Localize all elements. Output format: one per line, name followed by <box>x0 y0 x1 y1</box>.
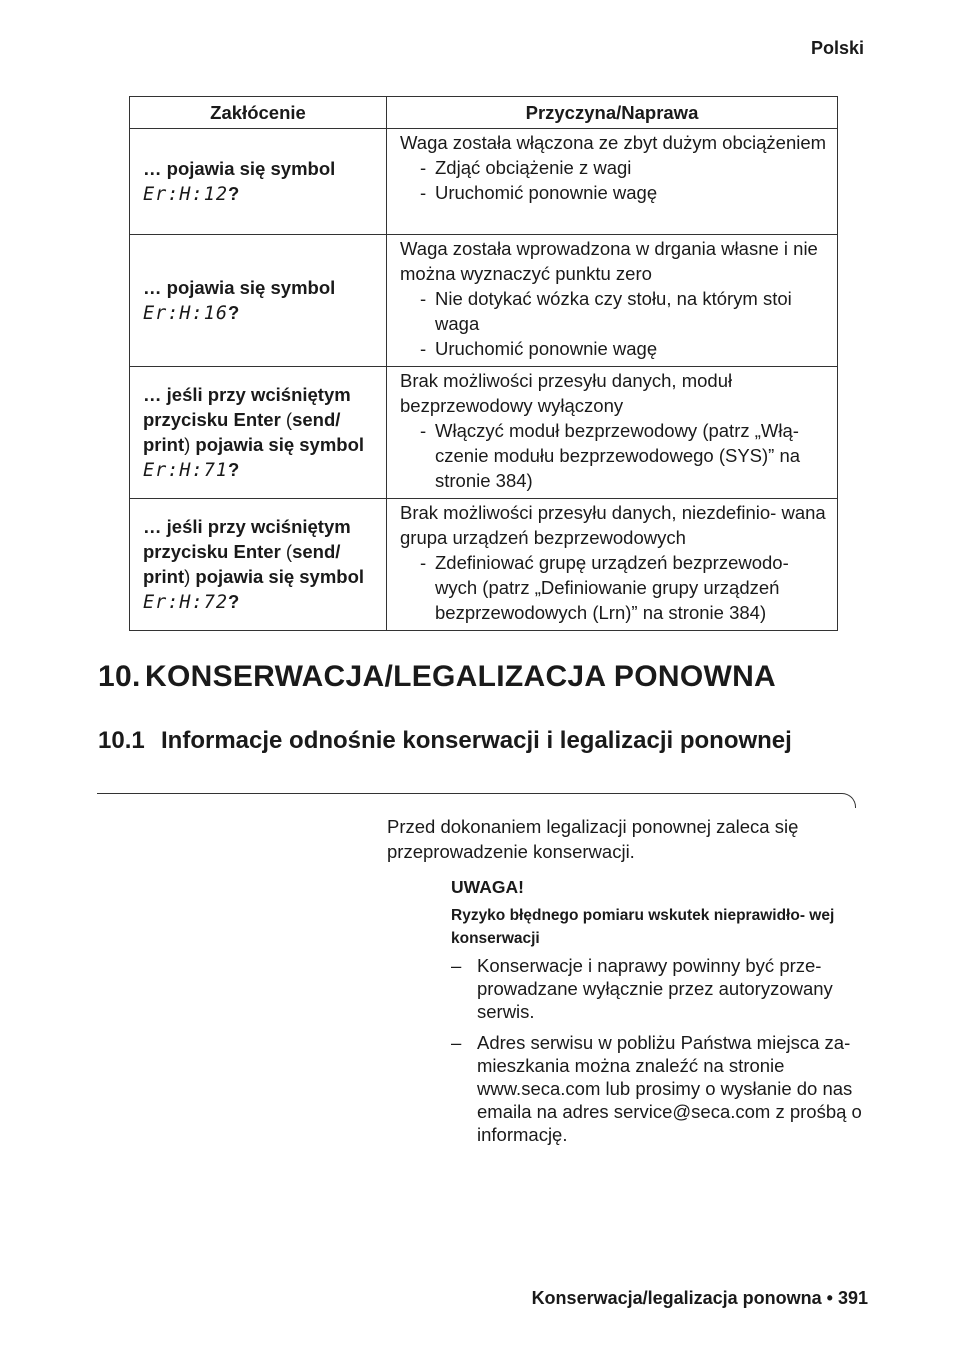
body-paragraph: Przed dokonaniem legalizacji ponownej zaleca się przeprowadzenie konserwacji. <box>387 816 799 862</box>
fault-cell: … jeśli przy wciśniętym przycisku Enter (send/ print) pojawia się symbol Er:H:71? <box>130 367 387 499</box>
error-code: Er:H:16 <box>143 303 228 324</box>
fault-cell: … jeśli przy wciśniętym przycisku Enter (send/ print) pojawia się symbol Er:H:72? <box>130 499 387 631</box>
section-divider <box>97 793 856 808</box>
warning-box <box>451 877 875 1154</box>
fix-cell <box>387 129 838 235</box>
fault-text: pojawia się symbol <box>195 434 365 455</box>
error-code: Er:H:12 <box>143 184 228 205</box>
fix-step: - Zdjąć obciążenie z wagi <box>400 155 829 180</box>
table-header-row <box>130 97 838 129</box>
fix-cause: Waga została włączona ze zbyt dużym obciążeniem <box>400 132 827 153</box>
key-name: send/ print <box>143 409 341 455</box>
table-row <box>130 367 838 499</box>
column-header-fix: Przyczyna/Naprawa <box>387 97 838 129</box>
error-code: Er:H:72 <box>143 592 228 613</box>
fault-text: … pojawia się symbol <box>143 158 336 179</box>
table-row <box>130 499 838 631</box>
chapter-number: 10. <box>98 660 141 693</box>
fix-steps <box>400 550 829 625</box>
fault-text: pojawia się symbol <box>195 566 365 587</box>
fix-step: - Uruchomić ponownie wagę <box>400 336 829 361</box>
chapter-heading <box>98 660 776 694</box>
fault-cell: … pojawia się symbol Er:H:16? <box>130 235 387 367</box>
page-footer: Konserwacja/legalizacja ponowna • 391 <box>531 1288 868 1308</box>
fix-step: - Włączyć moduł bezprzewodowy (patrz „Włą- czenie modułu bezprzewodowego (SYS)” na stronie 384) <box>400 418 829 493</box>
fix-cell <box>387 499 838 631</box>
fix-cell <box>387 235 838 367</box>
list-item: – Konserwacje i naprawy powinny być prze- prowadzane wyłącznie przez autoryzowany serwis. <box>451 954 875 1023</box>
fix-cause: Brak możliwości przesyłu danych, niezdefinio- wana grupa urządzeń bezprzewodowych <box>400 502 826 548</box>
key-name: send/ print <box>143 541 341 587</box>
section-number: 10.1 <box>98 727 145 754</box>
list-item: – Adres serwisu w pobliżu Państwa miejsca za- mieszkania można znaleźć na stronie www.seca.com lub prosimy o wysłanie do nas emaila na adres service@seca.com z prośbą o informację. <box>451 1031 875 1146</box>
fault-text: … jeśli przy wciśniętym przycisku Enter <box>143 384 351 430</box>
language-label: Polski <box>810 38 864 58</box>
fix-steps <box>400 418 829 493</box>
table-row <box>130 235 838 367</box>
column-header-fault: Zakłócenie <box>130 97 387 129</box>
fix-steps <box>400 155 829 205</box>
fault-text: … pojawia się symbol <box>143 277 336 298</box>
chapter-title: KONSERWACJA/LEGALIZACJA PONOWNA <box>145 660 776 693</box>
fault-text: … jeśli przy wciśniętym przycisku Enter <box>143 516 351 562</box>
table-row <box>130 129 838 235</box>
fix-cause: Brak możliwości przesyłu danych, moduł bezprzewodowy wyłączony <box>400 370 733 416</box>
section-heading <box>98 726 818 756</box>
warning-list <box>451 954 875 1146</box>
warning-subtitle: Ryzyko błędnego pomiaru wskutek nieprawidło- wej konserwacji <box>451 907 835 947</box>
fix-steps <box>400 286 829 361</box>
fix-step: - Nie dotykać wózka czy stołu, na którym stoi waga <box>400 286 829 336</box>
warning-title: UWAGA! <box>451 877 524 897</box>
section-title: Informacje odnośnie konserwacji i legalizacji ponownej <box>161 727 792 754</box>
fix-step: - Zdefiniować grupę urządzeń bezprzewodo- wych (patrz „Definiowanie grupy urządzeń bezprzewodowych (Lrn)” na stronie 384) <box>400 550 829 625</box>
fix-step: - Uruchomić ponownie wagę <box>400 180 829 205</box>
fix-cause: Waga została wprowadzona w drgania własne i nie można wyznaczyć punktu zero <box>400 238 818 284</box>
fix-cell <box>387 367 838 499</box>
fault-table <box>129 96 838 631</box>
fault-cell: … pojawia się symbol Er:H:12? <box>130 129 387 235</box>
error-code: Er:H:71 <box>143 460 228 481</box>
